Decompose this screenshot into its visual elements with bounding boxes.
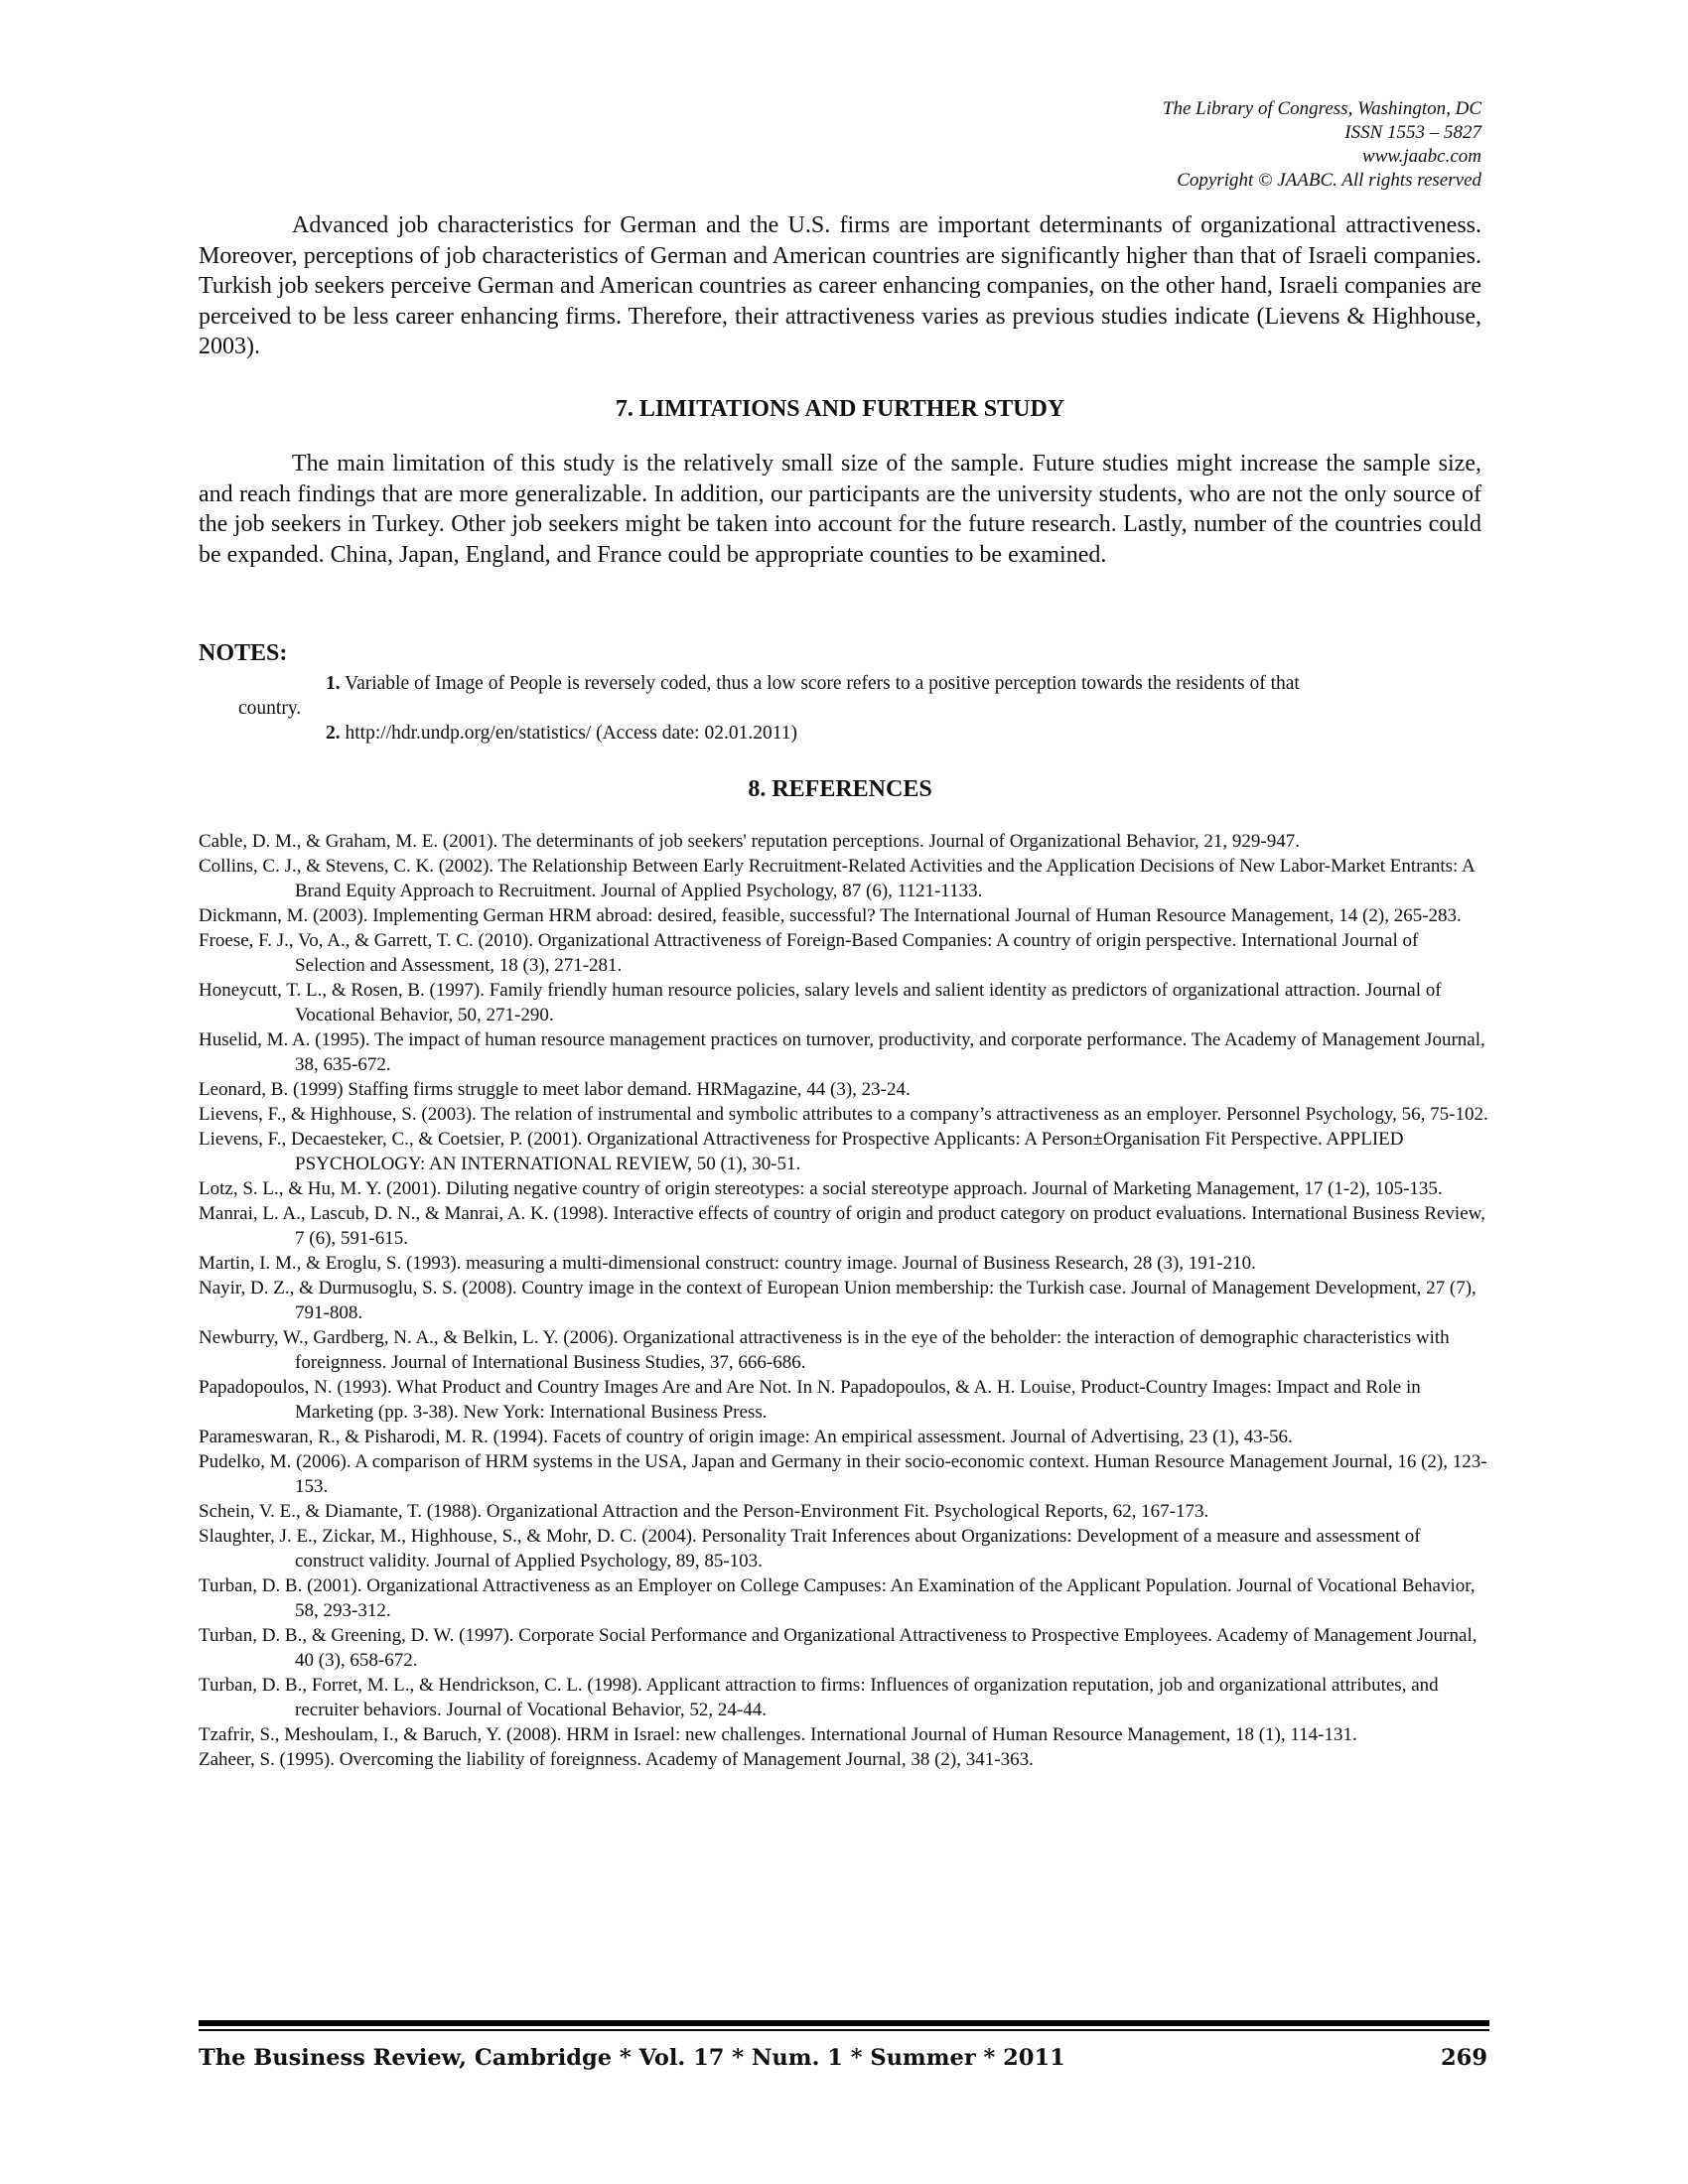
- reference-item: Turban, D. B. (2001). Organizational Attractiveness as an Employer on College Campuses: An Examination of the Applicant Population. Journal of Vocational Behavior, 58, 293-312.: [199, 1575, 1476, 1621]
- reference-item: Lotz, S. L., & Hu, M. Y. (2001). Diluting negative country of origin stereotypes: a social stereotype approach. Journal of Marketing Management, 17 (1-2), 105-135.: [199, 1178, 1443, 1199]
- note-2-text: http://hdr.undp.org/en/statistics/ (Access date: 02.01.2011): [345, 723, 797, 744]
- reference-item: Dickmann, M. (2003). Implementing German HRM abroad: desired, feasible, successful? The International Journal of Human Resource Management, 14 (2), 265-283.: [199, 905, 1462, 926]
- reference-item: Manrai, L. A., Lascub, D. N., & Manrai, A. K. (1998). Interactive effects of country of origin and product category on product evaluations. International Business Review, 7 (6), 591-615.: [199, 1203, 1485, 1249]
- reference-item: Lievens, F., Decaesteker, C., & Coetsier, P. (2001). Organizational Attractiveness for Prospective Applicants: A Person±Organisation Fit Perspective. APPLIED PSYCHOLOGY: AN INTERNATIONAL REVIEW, 50 (1), 30-51.: [199, 1129, 1404, 1174]
- reference-item: Honeycutt, T. L., & Rosen, B. (1997). Family friendly human resource policies, salary levels and salient identity as predictors of organizational attraction. Journal of Vocational Behavior, 50, 271-290.: [199, 980, 1442, 1025]
- running-header: [1163, 97, 1481, 193]
- reference-item: Slaughter, J. E., Zickar, M., Highhouse, S., & Mohr, D. C. (2004). Personality Trait Inferences about Organizations: Development of a measure and assessment of construct validity. Journal of Applied Psychology, 89, 85-103.: [199, 1526, 1421, 1571]
- reference-item: Tzafrir, S., Meshoulam, I., & Baruch, Y. (2008). HRM in Israel: new challenges. International Journal of Human Resource Management, 18 (1), 114-131.: [199, 1724, 1357, 1745]
- section-7-paragraph: [199, 449, 1481, 570]
- footer-rule-thin: [199, 2029, 1489, 2031]
- note-2-number: 2.: [326, 723, 341, 744]
- note-1-continuation: country.: [238, 698, 302, 719]
- section-7-heading: 7. LIMITATIONS AND FURTHER STUDY: [615, 396, 1065, 422]
- header-website: www.jaabc.com: [1362, 146, 1481, 167]
- reference-item: Turban, D. B., Forret, M. L., & Hendrickson, C. L. (1998). Applicant attraction to firms: Influences of organization reputation, job and organizational attributes, and recruiter behaviors. Journal of Vocational Behavior, 52, 24-44.: [199, 1675, 1439, 1720]
- reference-item: Pudelko, M. (2006). A comparison of HRM systems in the USA, Japan and Germany in their socio-economic context. Human Resource Management Journal, 16 (2), 123-153.: [199, 1451, 1487, 1497]
- reference-item: Schein, V. E., & Diamante, T. (1988). Organizational Attraction and the Person-Environment Fit. Psychological Reports, 62, 167-173.: [199, 1501, 1209, 1522]
- references-heading: 8. REFERENCES: [748, 776, 932, 802]
- reference-item: Huselid, M. A. (1995). The impact of human resource management practices on turnover, productivity, and corporate performance. The Academy of Management Journal, 38, 635-672.: [199, 1029, 1485, 1075]
- note-1-number: 1.: [326, 673, 341, 694]
- reference-item: Martin, I. M., & Eroglu, S. (1993). measuring a multi-dimensional construct: country image. Journal of Business Research, 28 (3), 191-210.: [199, 1253, 1256, 1274]
- intro-paragraph: [199, 210, 1481, 362]
- footer-rule-thick: [199, 2020, 1489, 2026]
- note-1-text: Variable of Image of People is reversely coded, thus a low score refers to a positive perception towards the residents of that: [345, 673, 1300, 694]
- header-library: The Library of Congress, Washington, DC: [1162, 98, 1481, 119]
- footer-journal-info: The Business Review, Cambridge * Vol. 17 * Num. 1 * Summer * 2011: [199, 2045, 1065, 2071]
- header-issn: ISSN 1553 – 5827: [1344, 122, 1481, 143]
- reference-item: Cable, D. M., & Graham, M. E. (2001). The determinants of job seekers' reputation perceptions. Journal of Organizational Behavior, 21, 929-947.: [199, 831, 1300, 852]
- note-1: [326, 671, 1300, 696]
- reference-item: Newburry, W., Gardberg, N. A., & Belkin, L. Y. (2006). Organizational attractiveness is in the eye of the beholder: the interaction of demographic characteristics with foreignness. Journal of International Business Studies, 37, 666-686.: [199, 1327, 1450, 1373]
- reference-item: Zaheer, S. (1995). Overcoming the liability of foreignness. Academy of Management Journal, 38 (2), 341-363.: [199, 1749, 1034, 1770]
- reference-item: Froese, F. J., Vo, A., & Garrett, T. C. (2010). Organizational Attractiveness of Foreign-Based Companies: A country of origin perspective. International Journal of Selection and Assessment, 18 (3), 271-281.: [199, 930, 1419, 976]
- running-footer: [199, 2045, 1487, 2071]
- reference-list: [199, 829, 1489, 1772]
- intro-paragraph-text: Advanced job characteristics for German and the U.S. firms are important determinants of organizational attractiveness. Moreover, perceptions of job characteristics of German and American countries are significantly higher than that of Israeli companies. Turkish job seekers perceive German and American countries as career enhancing companies, on the other hand, Israeli companies are perceived to be less career enhancing firms. Therefore, their attractiveness varies as previous studies indicate (Lievens & Highhouse, 2003).: [199, 212, 1481, 359]
- reference-item: Turban, D. B., & Greening, D. W. (1997). Corporate Social Performance and Organizational Attractiveness to Prospective Employees. Academy of Management Journal, 40 (3), 658-672.: [199, 1625, 1477, 1671]
- header-copyright: Copyright © JAABC. All rights reserved: [1177, 170, 1481, 191]
- reference-item: Collins, C. J., & Stevens, C. K. (2002). The Relationship Between Early Recruitment-Related Activities and the Application Decisions of New Labor-Market Entrants: A Brand Equity Approach to Recruitment. Journal of Applied Psychology, 87 (6), 1121-1133.: [199, 856, 1475, 901]
- note-2: [326, 721, 797, 746]
- section-7-paragraph-text: The main limitation of this study is the relatively small size of the sample. Future studies might increase the sample size, and reach findings that are more generalizable. In addition, our participants are the university students, who are not the only source of the job seekers in Turkey. Other job seekers might be taken into account for the future research. Lastly, number of the countries could be expanded. China, Japan, England, and France could be appropriate counties to be examined.: [199, 451, 1481, 568]
- reference-item: Lievens, F., & Highhouse, S. (2003). The relation of instrumental and symbolic attributes to a company’s attractiveness as an employer. Personnel Psychology, 56, 75-102.: [199, 1104, 1488, 1125]
- reference-item: Parameswaran, R., & Pisharodi, M. R. (1994). Facets of country of origin image: An empirical assessment. Journal of Advertising, 23 (1), 43-56.: [199, 1427, 1293, 1447]
- page-number: 269: [1441, 2045, 1487, 2071]
- notes-title: NOTES:: [199, 640, 288, 666]
- reference-item: Leonard, B. (1999) Staffing firms struggle to meet labor demand. HRMagazine, 44 (3), 23-24.: [199, 1079, 911, 1100]
- reference-item: Papadopoulos, N. (1993). What Product and Country Images Are and Are Not. In N. Papadopoulos, & A. H. Louise, Product-Country Images: Impact and Role in Marketing (pp. 3-38). New York: International Business Press.: [199, 1377, 1421, 1423]
- reference-item: Nayir, D. Z., & Durmusoglu, S. S. (2008). Country image in the context of European Union membership: the Turkish case. Journal of Management Development, 27 (7), 791-808.: [199, 1278, 1477, 1323]
